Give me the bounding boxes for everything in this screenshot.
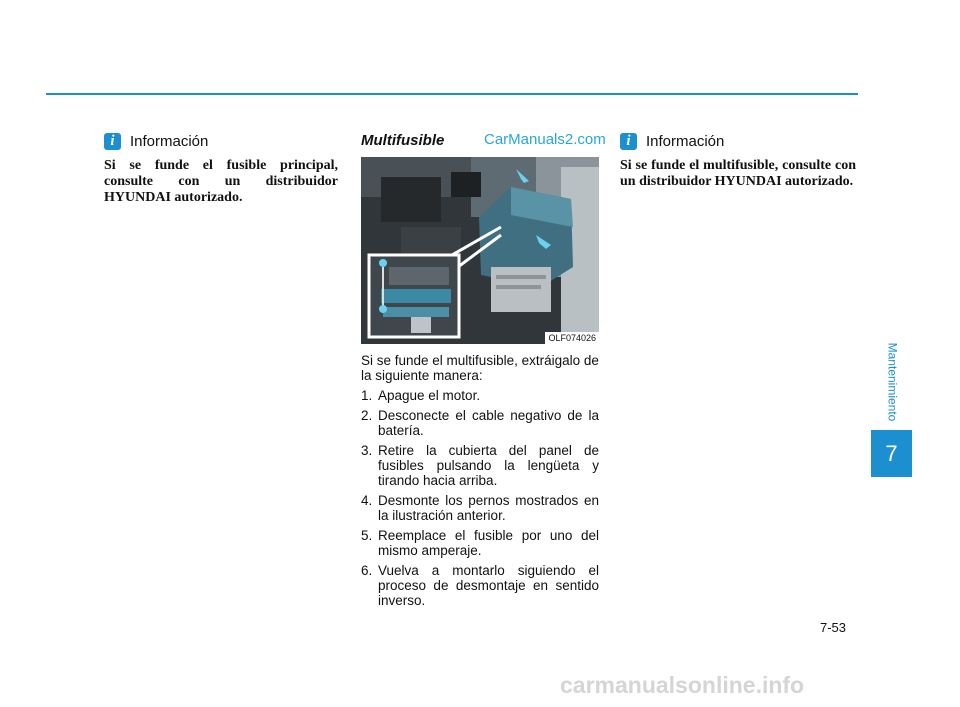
step-text: Desmonte los pernos mostrados en la ilustración anterior.: [378, 493, 599, 523]
info-icon: i: [620, 133, 637, 150]
step-text: Vuelva a montarlo siguiendo el proceso de desmontaje en sentido inverso.: [378, 563, 599, 608]
watermark-top[interactable]: CarManuals2.com: [484, 131, 606, 148]
step-number: 3.: [361, 443, 373, 458]
step-number: 4.: [361, 493, 373, 508]
image-code: OLF074026: [545, 332, 599, 344]
step-text: Desconecte el cable negativo de la batería.: [378, 408, 599, 438]
page-number: 7-53: [820, 620, 847, 635]
step-5: [361, 528, 599, 558]
step-6: [361, 563, 599, 608]
step-3: [361, 443, 599, 488]
step-2: [361, 408, 599, 438]
left-info-box: [104, 130, 338, 206]
left-info-text: Si se funde el fusible principal, consulte con un distribuidor HYUNDAI autorizado.: [104, 158, 338, 205]
engine-fusebox-photo: [361, 157, 599, 344]
step-4: [361, 493, 599, 523]
right-info-text: Si se funde el multifusible, consulte con un distribuidor HYUNDAI autorizado.: [620, 158, 856, 189]
step-number: 2.: [361, 408, 373, 423]
chapter-tab: 7: [871, 430, 912, 477]
chapter-label: Mantenimiento: [885, 342, 899, 422]
step-1: [361, 388, 599, 403]
multifuse-intro: Si se funde el multifusible, extráigalo de la siguiente manera:: [361, 353, 599, 383]
multifuse-instructions: [361, 353, 599, 613]
watermark-bottom[interactable]: carmanualsonline.info: [560, 672, 805, 698]
step-text: Apague el motor.: [378, 388, 481, 403]
step-text: Reemplace el fusible por uno del mismo amperaje.: [378, 528, 599, 558]
multifuse-title: Multifusible: [361, 132, 445, 149]
step-number: 5.: [361, 528, 373, 543]
engine-bay-illustration: [361, 157, 599, 344]
right-info-header: [620, 130, 856, 152]
header-rule: [46, 93, 858, 95]
step-number: 1.: [361, 388, 373, 403]
left-info-header: [104, 130, 338, 152]
right-info-title: Información: [646, 132, 725, 150]
left-info-title: Información: [130, 132, 209, 150]
step-text: Retire la cubierta del panel de fusibles pulsando la lengüeta y tirando hacia arriba.: [378, 443, 599, 488]
step-number: 6.: [361, 563, 373, 578]
info-icon: i: [104, 133, 121, 150]
right-info-box: [620, 130, 856, 190]
chapter-side-label: [874, 342, 910, 422]
